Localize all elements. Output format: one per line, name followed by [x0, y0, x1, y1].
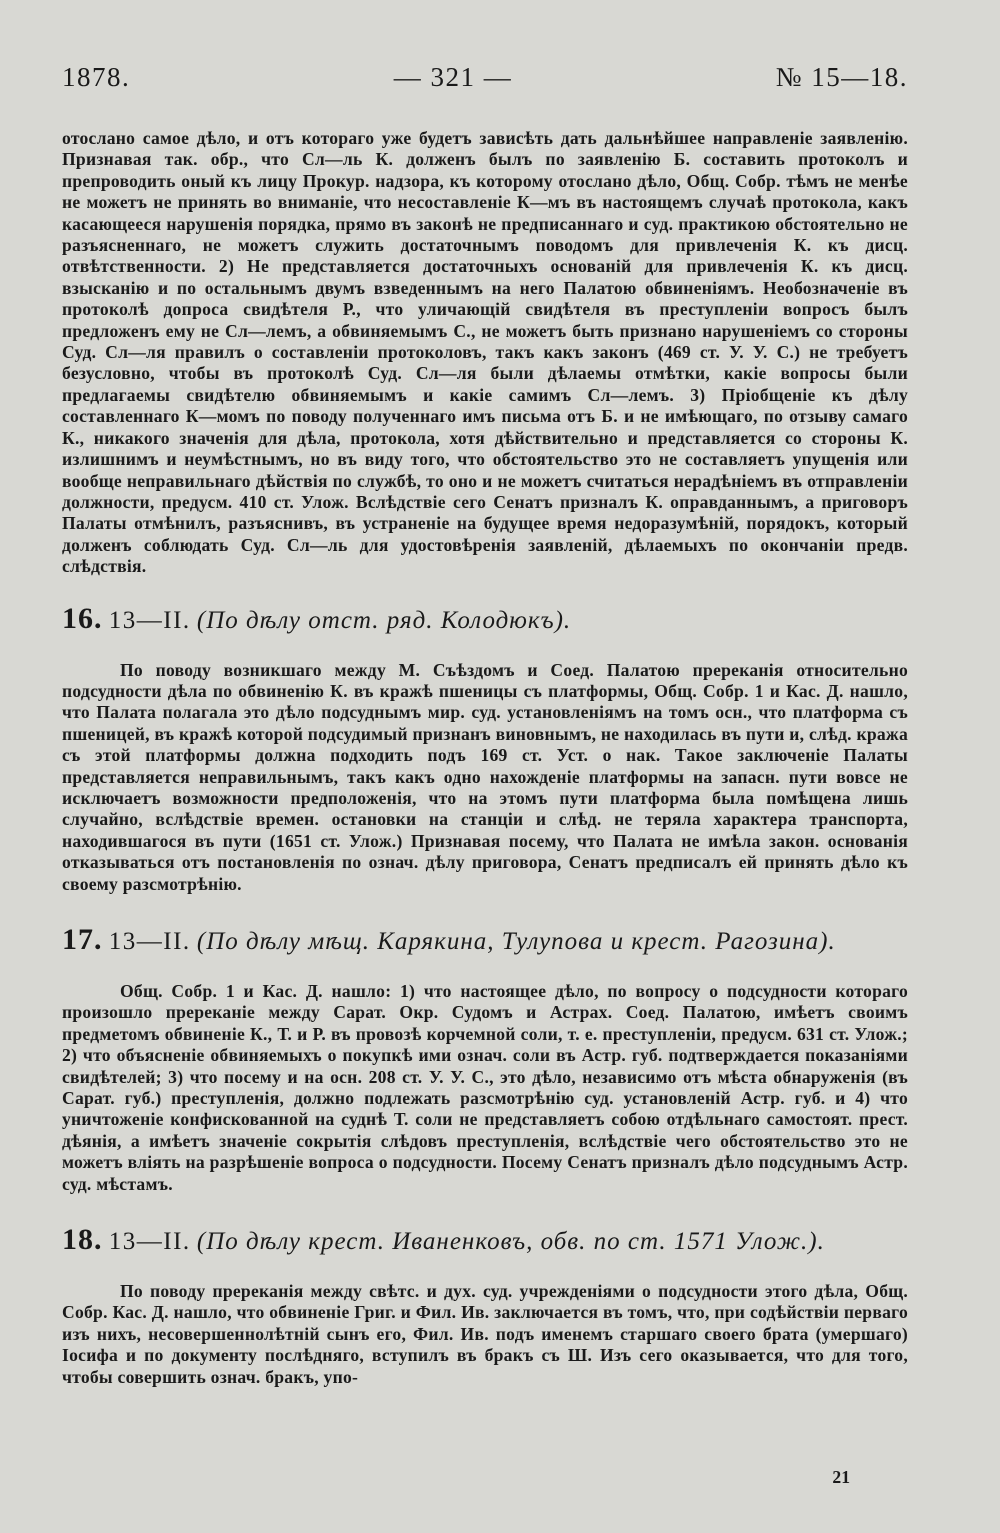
section-16-body: По поводу возникшаго между М. Съѣздомъ и Соед. Палатою пререканія относительно подсудности дѣла по обвиненію К. въ кражѣ пшеницы съ платформы, Общ. Собр. 1 и Кас. Д. нашло, что Палата полагала это дѣло подсуднымъ мир. суд. установленіямъ на томъ осн., что платформа съ пшеницей, въ кражѣ которой подсудимый признанъ виновнымъ, не находилась въ пути и, слѣд. кража съ этой платформы должна подходить подъ 169 ст. Уст. о нак. Такое заключеніе Палаты представляется неправильнымъ, такъ какъ одно нахожденіе платформы на запасн. пути вовсе не исключаетъ возможности предположенія, что на этомъ пути платформа была помѣщена лишь случайно, вслѣдствіе времен. остановки на станціи и слѣд. не теряла характера транспорта, находившагося въ пути (1651 ст. Улож.) Признавая посему, что Палата не имѣла закон. основанія отказываться отъ постановленія по означ. дѣлу приговора, Сенатъ предписалъ ей принять дѣло къ своему разсмотрѣнію. [62, 659, 908, 894]
header-year: 1878. [62, 62, 131, 92]
section-title: (По дѣлу отст. ряд. Колодюкъ). [196, 606, 572, 634]
section-18-heading [62, 1223, 908, 1259]
section-title: (По дѣлу мѣщ. Карякина, Тулупова и крест. Рагозина). [196, 928, 836, 955]
section-date: 13—II. [108, 928, 191, 955]
section-16-heading [62, 602, 908, 638]
section-title: (По дѣлу крест. Иваненковъ, обв. по ст. 1571 Улож.). [196, 1228, 825, 1256]
section-number: 16. [62, 601, 103, 635]
header-issue-number: № 15—18. [775, 62, 908, 92]
header-page-number: — 321 — [393, 62, 513, 92]
page-header [62, 62, 908, 106]
section-18-body: По поводу пререканія между свѣтс. и дух. суд. учрежденіями о подсудности этого дѣла, Общ. Собр. Кас. Д. нашло, что обвиненіе Григ. и Фил. Ив. заключается въ томъ, что, при содѣйствіи перваго изъ нихъ, несовершеннолѣтній сынъ его, Фил. Ив. подъ именемъ старшаго своего брата (умершаго) Іосифа и по документу послѣдняго, вступилъ въ бракъ съ Ш. Изъ сего оказывается, что для того, чтобы совершить означ. бракъ, упо- [62, 1281, 908, 1387]
section-17-body: Общ. Собр. 1 и Кас. Д. нашло: 1) что настоящее дѣло, по вопросу о подсудности котораго произошло пререканіе между Сарат. Окр. Судомъ и Астрах. Соед. Палатою, имѣетъ своимъ предметомъ обвиненіе К., Т. и Р. въ провозѣ корчемной соли, т. е. преступленіи, предусм. 631 ст. Улож.; 2) что объясненіе обвиняемыхъ о покупкѣ ими означ. соли въ Астр. губ. подтверждается показаніями свидѣтелей; 3) что посему и на осн. 208 ст. У. У. С., это дѣло, независимо отъ мѣста обнаруженія (въ Сарат. губ.) преступленія, должно подлежать разсмотрѣнію суд. установленій Астр. губ. и 4) что уничтоженіе конфискованной на суднѣ Т. соли не представляетъ собою отдѣльнаго самостоят. прест. дѣянія, а имѣетъ значеніе сокрытія слѣдовъ преступленія, вслѣдствіе чего обстоятельство это не можетъ вліять на разрѣшеніе вопроса о подсудности. Посему Сенатъ призналъ дѣло подсуднымъ Астр. суд. мѣстамъ. [62, 981, 908, 1194]
section-date: 13—II. [108, 606, 191, 634]
signature-mark: 21 [832, 1467, 850, 1487]
section-date: 13—II. [108, 1228, 191, 1256]
section-number: 18. [62, 1223, 103, 1257]
section-17-heading [62, 923, 908, 959]
intro-paragraph: отослано самое дѣло, и отъ котораго уже будетъ зависѣть дать дальнѣйшее направленіе заявленію. Признавая так. обр., что Сл—ль К. долженъ былъ по заявленію Б. составить протоколъ и препроводить оный къ лицу Прокур. надзора, къ которому отослано дѣло, Общ. Собр. тѣмъ не менѣе не можетъ не принять во вниманіе, что несоставленіе К—мъ въ настоящемъ случаѣ протокола, какъ касающееся нарушенія порядка, прямо въ законѣ не предписаннаго и суд. практикою обстоятельно не разъясненнаго, не можетъ служить достаточнымъ поводомъ для привлеченія К. къ дисц. отвѣтственности. 2) Не представляется достаточныхъ основаній для привлеченія К. къ дисц. взысканію и по остальнымъ двумъ взведеннымъ на него Палатою обвиненіямъ. Необозначеніе въ протоколѣ допроса свидѣтеля Р., что уличающій свидѣтеля въ преступленіи вопросъ былъ предложенъ ему не Сл—лемъ, а обвиняемымъ С., не можетъ быть признано нарушеніемъ со стороны Суд. Сл—ля правилъ о составленіи протоколовъ, такъ какъ законъ (469 ст. У. У. С.) не требуетъ безусловно, чтобы въ протоколѣ Суд. Сл—ля были дѣлаемы отмѣтки, какіе вопросы были предлагаемы свидѣтелю обвиняемымъ и какіе самимъ Сл—лемъ. 3) Пріобщеніе къ дѣлу составленнаго К—момъ по поводу полученнаго имъ письма отъ Б. и не имѣющаго, по отзыву самаго К., никакого значенія для дѣла, протокола, хотя дѣйствительно и представляется со стороны К. излишнимъ и неумѣстнымъ, но въ виду того, что обстоятельство это не составляетъ упущенія или вообще неправильнаго дѣйствія по службѣ, то оно и не можетъ считаться нерадѣніемъ въ отправленіи должности, предусм. 410 ст. Улож. Вслѣдствіе сего Сенатъ призналъ К. оправданнымъ, а приговоръ Палаты отмѣнилъ, разъяснивъ, въ устраненіе на будущее время недоразумѣній, порядокъ, который долженъ соблюдать Суд. Сл—ль для удостовѣренія заявленій, дѣлаемыхъ по окончаніи предв. слѣдствія. [62, 128, 908, 577]
section-number: 17. [62, 923, 103, 956]
